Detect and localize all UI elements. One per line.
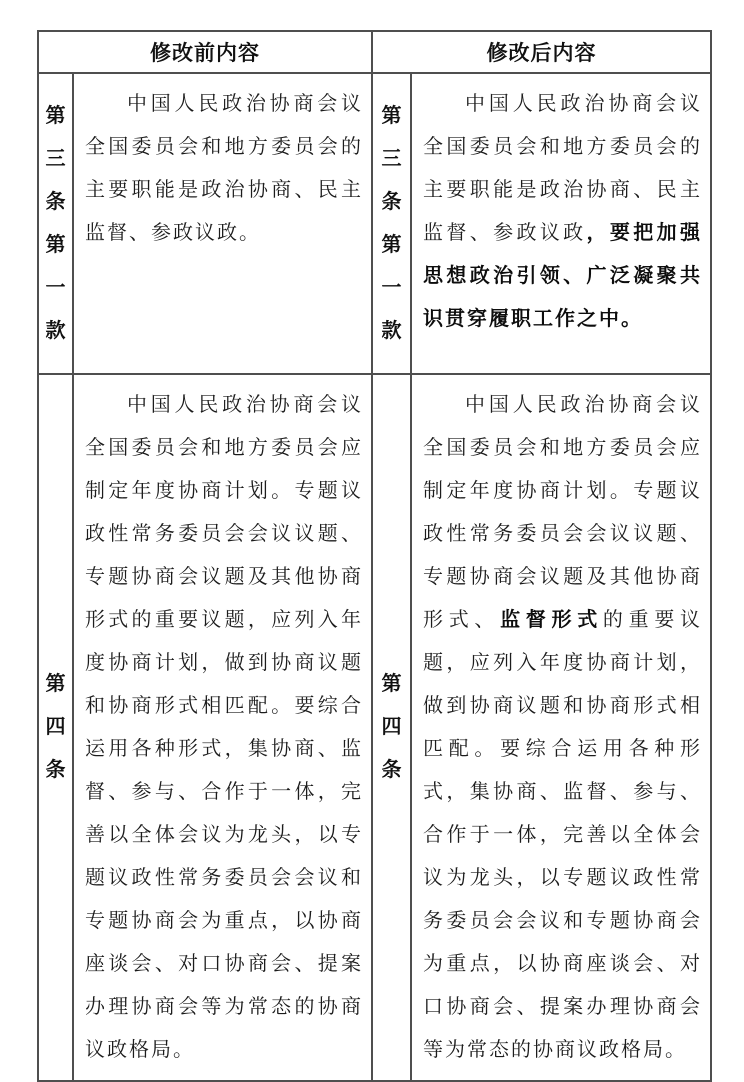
inserted-text-segment: ，要把加强思想政治引领、广泛凝聚共识贯穿履职工作之中。 bbox=[423, 222, 703, 330]
label-char: 条 bbox=[45, 759, 66, 781]
label-char: 三 bbox=[45, 147, 66, 170]
revision-table bbox=[37, 30, 712, 1082]
text-segment: 中国人民政治协商会议全国委员会和地方委员会的主要职能是政治协商、民主监督、参政议政 bbox=[423, 93, 702, 244]
text-segment: 中国人民政治协商会议全国委员会和地方委员会的主要职能是政治协商、民主监督、参政议政。 bbox=[85, 93, 363, 244]
label-article-3-clause-1-before bbox=[38, 73, 73, 374]
paragraph bbox=[74, 375, 371, 1080]
label-char: 一 bbox=[45, 276, 66, 299]
label-char: 第 bbox=[381, 104, 402, 127]
label-char: 四 bbox=[45, 716, 66, 738]
label-char: 第 bbox=[381, 233, 402, 256]
content-before-article-4 bbox=[73, 374, 372, 1081]
label-char: 第 bbox=[45, 673, 66, 695]
label-char: 四 bbox=[381, 716, 402, 738]
label-char: 三 bbox=[381, 147, 402, 170]
row-article-4 bbox=[38, 374, 711, 1081]
content-after-article-3 bbox=[411, 73, 711, 374]
header-row bbox=[38, 31, 711, 73]
label-char: 第 bbox=[45, 104, 66, 127]
text-segment: 中国人民政治协商会议全国委员会和地方委员会应制定年度协商计划。专题议政性常务委员会会议议题、专题协商会议题及其他协商形式的重要议题，应列入年度协商计划，做到协商议题和协商形式相匹配。要综合运用各种形式，集协商、监督、参与、合作于一体，完善以全体会议为龙头，以专题议政性常务委员会会议和专题协商会为重点，以协商座谈会、对口协商会、提案办理协商会等为常态的协商议政格局。 bbox=[85, 394, 363, 1061]
label-char: 条 bbox=[45, 190, 66, 213]
header-before-content: 修改前内容 bbox=[38, 31, 372, 73]
label-article-4-before bbox=[38, 374, 73, 1081]
label-char: 条 bbox=[381, 190, 402, 213]
content-before-article-3 bbox=[73, 73, 372, 374]
label-char: 条 bbox=[381, 759, 402, 781]
paragraph bbox=[412, 74, 710, 349]
paragraph bbox=[412, 375, 710, 1080]
label-char: 一 bbox=[381, 276, 402, 299]
label-char: 款 bbox=[45, 319, 66, 342]
label-article-4-after bbox=[372, 374, 411, 1081]
header-after-content: 修改后内容 bbox=[372, 31, 711, 73]
label-char: 第 bbox=[45, 233, 66, 256]
label-char: 第 bbox=[381, 673, 402, 695]
label-article-3-clause-1-after bbox=[372, 73, 411, 374]
paragraph bbox=[74, 74, 371, 263]
text-segment: 中国人民政治协商会议全国委员会和地方委员会应制定年度协商计划。专题议政性常务委员会会议议题、专题协商会议题及其他协商形式、 bbox=[423, 394, 702, 631]
row-article-3-clause-1 bbox=[38, 73, 711, 374]
inserted-text-segment: 监督形式 bbox=[500, 609, 603, 631]
text-segment: 的重要议题，应列入年度协商计划，做到协商议题和协商形式相匹配。要综合运用各种形式，集协商、监督、参与、合作于一体，完善以全体会议为龙头，以专题议政性常务委员会会议和专题协商会为重点，以协商座谈会、对口协商会、提案办理协商会等为常态的协商议政格局。 bbox=[423, 609, 703, 1061]
content-after-article-4 bbox=[411, 374, 711, 1081]
label-char: 款 bbox=[381, 319, 402, 342]
